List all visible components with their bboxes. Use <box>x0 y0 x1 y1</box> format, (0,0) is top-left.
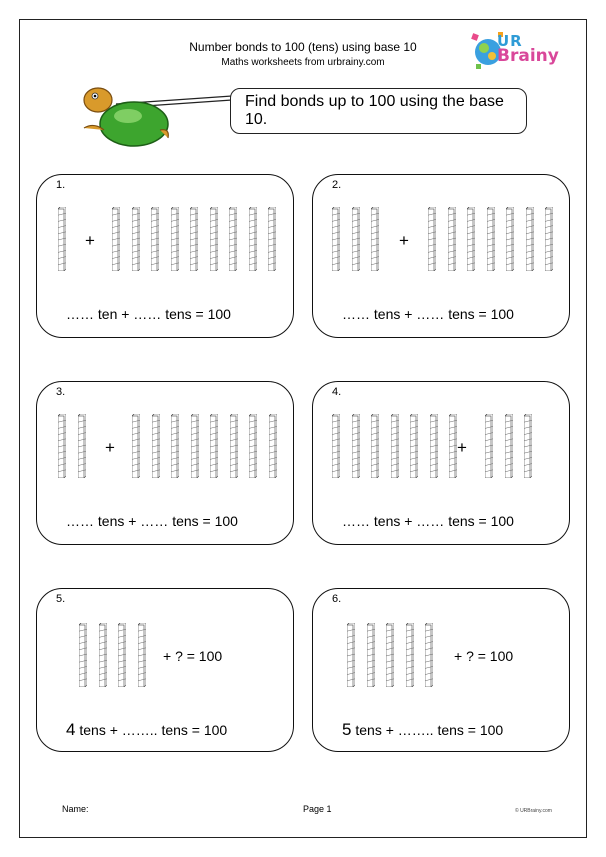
ten-rod-icon <box>352 414 360 478</box>
ten-rod-icon <box>367 623 375 687</box>
question-card-2 <box>312 174 570 338</box>
ten-rod-icon <box>230 414 238 478</box>
ten-rod-icon <box>371 414 379 478</box>
question-number: 2. <box>332 179 342 191</box>
ten-rod-icon <box>485 414 493 478</box>
page-number: Page 1 <box>303 804 332 814</box>
ten-rod-icon <box>210 207 218 271</box>
ten-rod-icon <box>425 623 433 687</box>
tortoise-mascot-icon <box>76 82 236 152</box>
equation-text: …… tens + …… tens = 100 <box>342 513 514 529</box>
ten-rod-icon <box>132 414 140 478</box>
ten-rod-icon <box>526 207 534 271</box>
ten-rod-icon <box>79 623 87 687</box>
prompt-text: + ? = 100 <box>163 648 223 664</box>
ten-rod-icon <box>171 207 179 271</box>
name-label: Name: <box>62 804 89 814</box>
ten-rod-icon <box>428 207 436 271</box>
ten-rod-icon <box>78 414 86 478</box>
answer-line <box>342 720 503 740</box>
ten-rod-icon <box>449 414 457 478</box>
worksheet-subtitle: Maths worksheets from urbrainy.com <box>221 57 385 68</box>
plus-sign: + <box>399 231 409 250</box>
plus-sign: + <box>85 231 95 250</box>
ten-rod-icon <box>138 623 146 687</box>
ten-rod-icon <box>410 414 418 478</box>
answer-line <box>66 720 227 740</box>
question-card-3 <box>36 381 294 545</box>
ten-rod-icon <box>505 414 513 478</box>
ten-rod-icon <box>545 207 553 271</box>
ten-rod-icon <box>430 414 438 478</box>
question-number: 6. <box>332 593 342 605</box>
instruction-bubble: Find bonds up to 100 using the base 10. <box>230 88 527 134</box>
copyright-text: © URBrainy.com <box>515 808 552 814</box>
answer-rest: tens + …….. tens = 100 <box>79 722 228 738</box>
ten-rod-icon <box>191 414 199 478</box>
ten-rod-icon <box>347 623 355 687</box>
question-card-6 <box>312 588 570 752</box>
equation-text: …… tens + …… tens = 100 <box>66 513 238 529</box>
ten-rod-icon <box>352 207 360 271</box>
ten-rod-icon <box>132 207 140 271</box>
ten-rod-icon <box>249 207 257 271</box>
ten-rod-icon <box>229 207 237 271</box>
ten-rod-icon <box>268 207 276 271</box>
ten-rod-icon <box>210 414 218 478</box>
ten-rod-icon <box>112 207 120 271</box>
logo-ur-text: UR <box>497 32 523 50</box>
prompt-text: + ? = 100 <box>454 648 514 664</box>
ten-rod-icon <box>58 414 66 478</box>
ten-rod-icon <box>467 207 475 271</box>
ten-rod-icon <box>487 207 495 271</box>
equation-text: …… ten + …… tens = 100 <box>66 306 231 322</box>
ten-rod-icon <box>332 414 340 478</box>
ten-rod-icon <box>386 623 394 687</box>
ten-rod-icon <box>448 207 456 271</box>
worksheet-title: Number bonds to 100 (tens) using base 10 <box>189 40 417 54</box>
ten-rod-icon <box>118 623 126 687</box>
ten-rod-icon <box>269 414 277 478</box>
question-number: 3. <box>56 386 66 398</box>
question-card-4 <box>312 381 570 545</box>
ten-rod-icon <box>190 207 198 271</box>
answer-rest: tens + …….. tens = 100 <box>355 722 504 738</box>
ten-rod-icon <box>171 414 179 478</box>
question-number: 1. <box>56 179 66 191</box>
logo-brainy-text: Brainy <box>497 46 559 66</box>
question-number: 4. <box>332 386 342 398</box>
ten-rod-icon <box>249 414 257 478</box>
plus-sign: + <box>105 438 115 457</box>
question-card-1 <box>36 174 294 338</box>
ten-rod-icon <box>332 207 340 271</box>
question-number: 5. <box>56 593 66 605</box>
ten-rod-icon <box>151 207 159 271</box>
answer-prefix: 5 <box>342 720 352 739</box>
ten-rod-icon <box>406 623 414 687</box>
ten-rod-icon <box>524 414 532 478</box>
ten-rod-icon <box>58 207 66 271</box>
ten-rod-icon <box>152 414 160 478</box>
plus-sign: + <box>457 438 467 457</box>
ten-rod-icon <box>99 623 107 687</box>
equation-text: …… tens + …… tens = 100 <box>342 306 514 322</box>
ten-rod-icon <box>506 207 514 271</box>
question-card-5 <box>36 588 294 752</box>
answer-prefix: 4 <box>66 720 76 739</box>
ten-rod-icon <box>391 414 399 478</box>
ten-rod-icon <box>371 207 379 271</box>
